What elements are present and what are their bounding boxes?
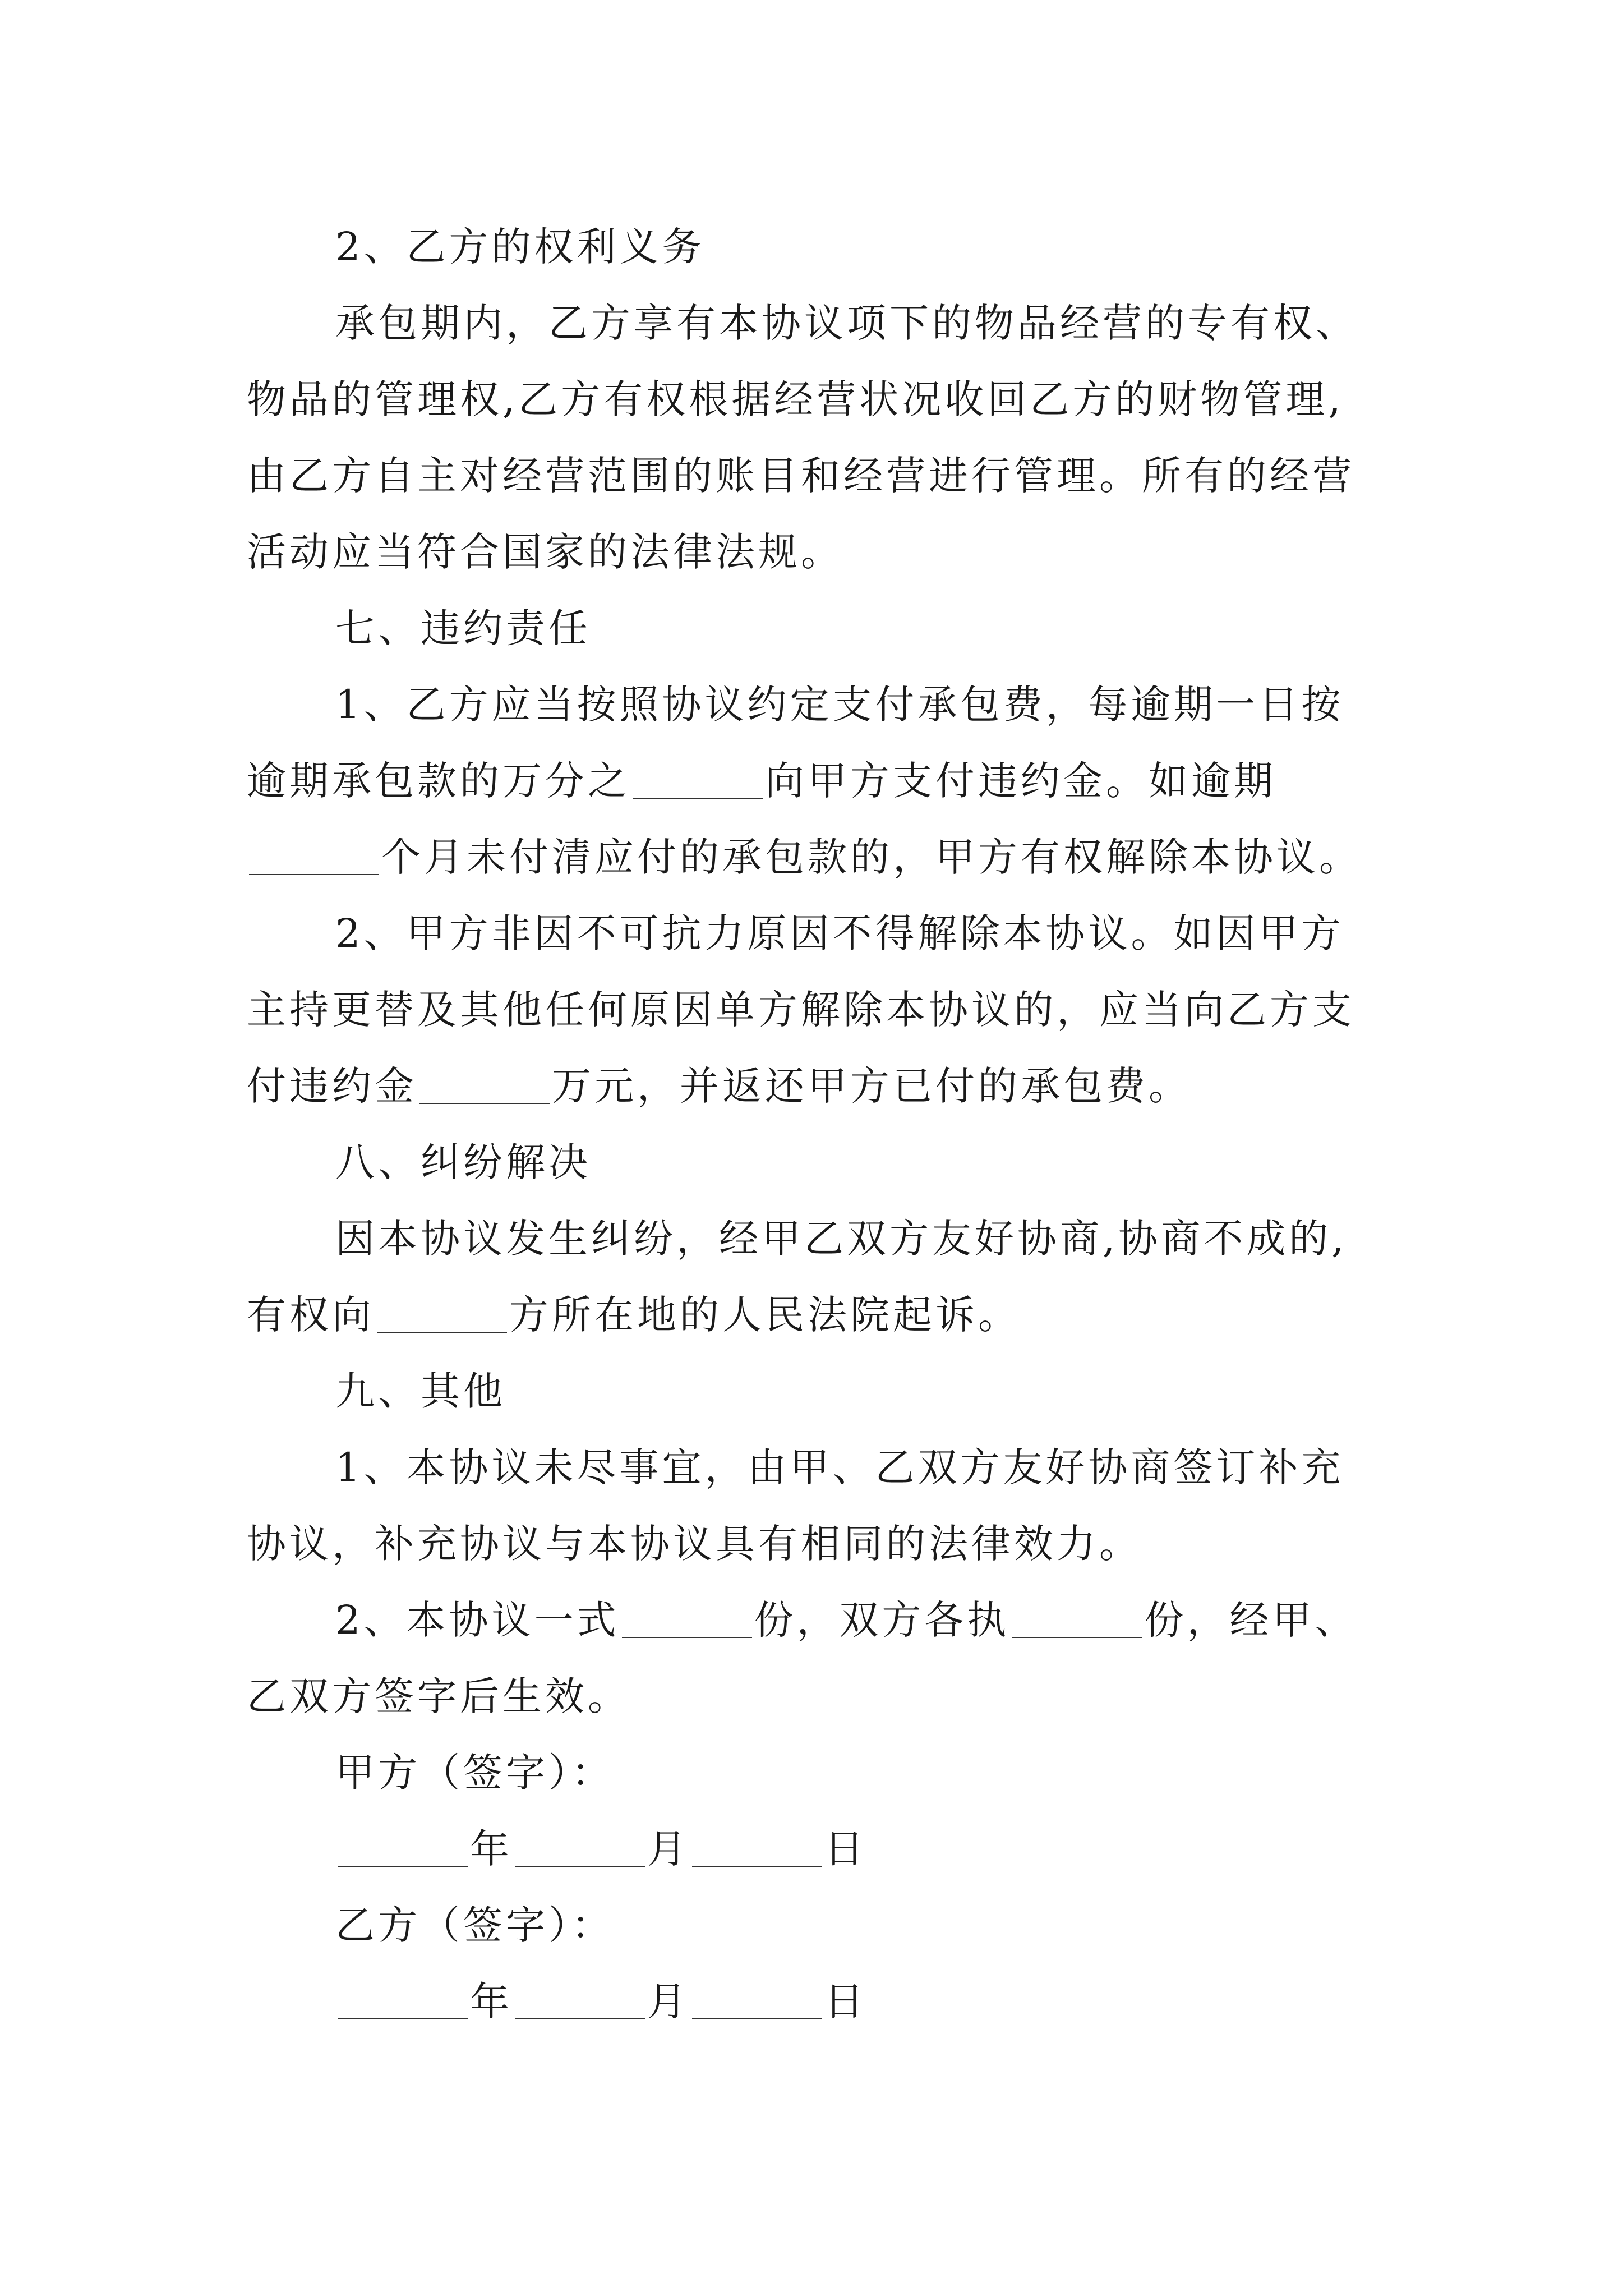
text-segment: 付违约金	[247, 1063, 417, 1109]
date-month-label: 月	[647, 1826, 690, 1872]
paragraph-line: 2、甲方非因不可抗力原因不得解除本协议。如因甲方	[335, 910, 1344, 956]
blank-field	[633, 798, 763, 799]
blank-field	[692, 2018, 822, 2019]
party-a-signature-label: 甲方（签字）：	[335, 1750, 614, 1796]
paragraph-line	[247, 1582, 1413, 1658]
text-segment: 2、本协议一式	[335, 1597, 620, 1643]
paragraph-line: 因本协议发生纠纷，经甲乙双方友好协商,协商不成的,	[335, 1216, 1348, 1262]
blank-field	[622, 1637, 752, 1638]
blank-field	[338, 1866, 468, 1867]
text-segment: 逾期承包款的万分之	[247, 758, 630, 804]
text-segment: 份，双方各执	[754, 1597, 1010, 1643]
date-year-label: 年	[470, 1978, 513, 2024]
blank-field	[419, 1103, 550, 1104]
paragraph-line	[247, 1048, 1413, 1124]
blank-field	[515, 1866, 645, 1867]
party-b-date-line	[247, 1963, 1413, 2040]
blank-field	[249, 874, 379, 875]
paragraph-line	[247, 819, 1413, 895]
paragraph-line: 物品的管理权,乙方有权根据经营状况收回乙方的财物管理,	[247, 376, 1344, 422]
text-segment: 向甲方支付违约金。如逾期	[765, 758, 1276, 804]
paragraph-line: 协议，补充协议与本协议具有相同的法律效力。	[247, 1521, 1142, 1567]
paragraph-line: 主持更替及其他任何原因单方解除本协议的，应当向乙方支	[247, 987, 1355, 1033]
text-segment: 万元，并返还甲方已付的承包费。	[552, 1063, 1191, 1109]
blank-field	[377, 1332, 507, 1333]
paragraph-line: 乙双方签字后生效。	[247, 1673, 630, 1719]
date-year-label: 年	[470, 1826, 513, 1872]
paragraph-line: 1、乙方应当按照协议约定支付承包费，每逾期一日按	[335, 682, 1344, 728]
party-b-signature-label: 乙方（签字）：	[335, 1902, 614, 1948]
section-heading: 七、违约责任	[335, 605, 591, 651]
section-heading: 九、其他	[335, 1368, 506, 1414]
text-segment: 个月未付清应付的承包款的，甲方有权解除本协议。	[381, 834, 1362, 880]
date-day-label: 日	[824, 1978, 867, 2024]
paragraph-line: 1、本协议未尽事宜，由甲、乙双方友好协商签订补充	[335, 1444, 1344, 1490]
section-heading: 2、乙方的权利义务	[335, 224, 705, 270]
date-month-label: 月	[647, 1978, 690, 2024]
date-day-label: 日	[824, 1826, 867, 1872]
paragraph-line	[247, 1277, 1413, 1353]
section-heading: 八、纠纷解决	[335, 1139, 591, 1185]
paragraph-line: 活动应当符合国家的法律法规。	[247, 529, 843, 575]
blank-field	[338, 2018, 468, 2019]
document-page	[247, 209, 1413, 2040]
blank-field	[1012, 1637, 1142, 1638]
paragraph-line	[247, 743, 1413, 819]
blank-field	[692, 1866, 822, 1867]
text-segment: 有权向	[247, 1292, 375, 1338]
paragraph-line: 由乙方自主对经营范围的账目和经营进行管理。所有的经营	[247, 453, 1355, 499]
blank-field	[515, 2018, 645, 2019]
paragraph-line: 承包期内，乙方享有本协议项下的物品经营的专有权、	[335, 300, 1358, 346]
text-segment: 份，经甲、	[1144, 1597, 1358, 1643]
party-a-date-line	[247, 1811, 1413, 1887]
text-segment: 方所在地的人民法院起诉。	[509, 1292, 1021, 1338]
